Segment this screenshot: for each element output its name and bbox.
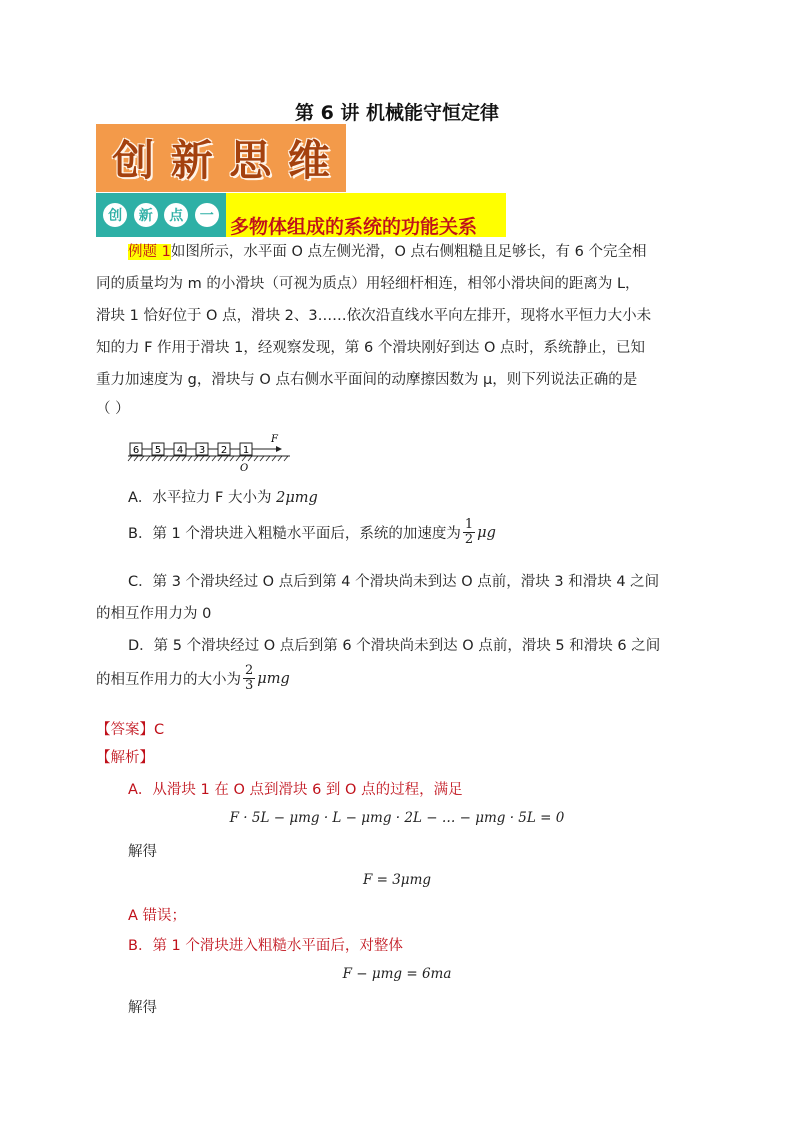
example-line: （ ） xyxy=(96,401,130,417)
example-line: 滑块 1 恰好位于 O 点，滑块 2、3……依次沿直线水平向左排开，现将水平恒力大小未 xyxy=(96,308,652,324)
banner-char: 思 xyxy=(229,136,272,185)
block-label: 1 xyxy=(242,445,250,456)
section-heading: 多物体组成的系统的功能关系 xyxy=(230,216,478,238)
block-label: 4 xyxy=(176,445,184,456)
option-b-math: μg xyxy=(477,524,496,541)
block-label: 5 xyxy=(154,445,162,456)
innovation-banner xyxy=(96,124,346,192)
fraction-numerator: 2 xyxy=(245,663,254,678)
option-a xyxy=(128,486,318,507)
option-a-text: A．水平拉力 F 大小为 xyxy=(128,490,272,506)
ground-hatching xyxy=(128,456,288,461)
badge-circle: 创 xyxy=(103,203,127,227)
badge-circle: 点 xyxy=(164,203,188,227)
fraction-denominator: 2 xyxy=(464,532,474,547)
option-d-fraction xyxy=(243,664,255,693)
banner-char: 新 xyxy=(170,136,213,185)
block-label: 2 xyxy=(220,445,228,456)
example-line: 重力加速度为 g，滑块与 O 点右侧水平面间的动摩擦因数为 μ，则下列说法正确的是 xyxy=(96,372,638,388)
example-line: 同的质量均为 m 的小滑块（可视为质点）用轻细杆相连，相邻小滑块间的距离为 L， xyxy=(96,276,640,292)
equation-force: F = 3μmg xyxy=(362,872,432,888)
badge-circle: 新 xyxy=(134,203,158,227)
analysis-a-text: A．从滑块 1 在 O 点到滑块 6 到 O 点的过程，满足 xyxy=(128,782,463,798)
slider-blocks xyxy=(130,443,252,456)
option-b-fraction xyxy=(463,518,475,547)
arrow-head-icon xyxy=(276,446,282,452)
point-o-label: O xyxy=(240,463,249,474)
fraction-numerator: 1 xyxy=(464,517,474,532)
option-b-text: B．第 1 个滑块进入粗糙水平面后，系统的加速度为 xyxy=(128,526,461,542)
block-label: 6 xyxy=(132,445,140,456)
sliders-figure xyxy=(126,432,296,474)
solve-label: 解得 xyxy=(128,844,157,860)
option-b xyxy=(128,518,496,547)
banner-char: 创 xyxy=(112,136,155,185)
option-c-line2: 的相互作用力为 0 xyxy=(96,606,212,622)
innovation-point-badge xyxy=(96,193,226,237)
force-label: F xyxy=(271,434,278,445)
solve-label: 解得 xyxy=(128,1000,157,1016)
option-a-math: 2μmg xyxy=(276,490,318,506)
option-d-line2 xyxy=(96,664,290,693)
equation-energy: F · 5L − μmg · L − μmg · 2L − … − μmg · 5L = 0 xyxy=(229,810,565,826)
option-d-line1: D．第 5 个滑块经过 O 点后到第 6 个滑块尚未到达 O 点前，滑块 5 和滑块 6 之间 xyxy=(128,638,661,654)
fraction-denominator: 3 xyxy=(245,678,254,693)
analysis-b-text: B．第 1 个滑块进入粗糙水平面后，对整体 xyxy=(128,938,403,954)
block-label: 3 xyxy=(198,445,206,456)
analysis-label: 【解析】 xyxy=(96,750,154,766)
banner-char: 维 xyxy=(287,136,330,185)
example-line: 知的力 F 作用于滑块 1，经观察发现，第 6 个滑块刚好到达 O 点时，系统静止，已知 xyxy=(96,340,645,356)
example-line xyxy=(128,240,646,261)
analysis-a-wrong: A 错误； xyxy=(128,908,187,924)
option-d-text: 的相互作用力的大小为 xyxy=(96,672,241,688)
option-c-line1: C．第 3 个滑块经过 O 点后到第 4 个滑块尚未到达 O 点前，滑块 3 和滑块 4 之间 xyxy=(128,574,660,590)
equation-newton: F − μmg = 6ma xyxy=(342,966,452,982)
page-title: 第 6 讲 机械能守恒定律 xyxy=(294,102,500,124)
example-label: 例题 1 xyxy=(128,244,171,260)
option-d-math: μmg xyxy=(257,670,290,687)
answer-line xyxy=(96,718,164,739)
example-text: 如图所示，水平面 O 点左侧光滑，O 点右侧粗糙且足够长，有 6 个完全相 xyxy=(170,244,647,260)
answer-value: C xyxy=(154,722,165,738)
badge-circle: 一 xyxy=(195,203,219,227)
answer-label: 【答案】 xyxy=(96,722,154,738)
